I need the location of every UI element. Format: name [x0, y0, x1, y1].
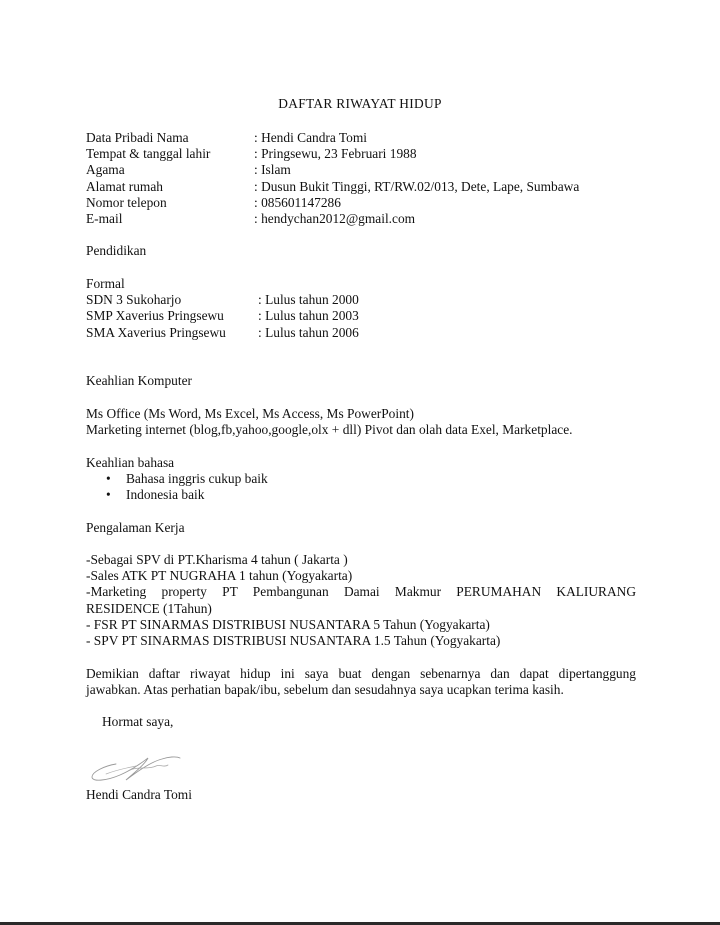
closing-line: jawabkan. Atas perhatian bapak/ibu, sebelum dan sesudahnya saya ucapkan terima kasih.: [86, 682, 564, 698]
signature-image: [86, 744, 186, 786]
education-row: [86, 292, 636, 308]
personal-label: Data Pribadi Nama: [86, 130, 189, 145]
personal-data-section: [86, 130, 636, 227]
school-name: SMA Xaverius Pringsewu: [86, 324, 226, 340]
personal-row: [86, 130, 636, 146]
experience-heading: Pengalaman Kerja: [86, 520, 185, 535]
education-section: [86, 243, 636, 259]
language-skills-heading: Keahlian bahasa: [86, 455, 175, 470]
experience-item: -Sales ATK PT NUGRAHA 1 tahun (Yogyakarta): [86, 568, 353, 584]
greeting: Hormat saya,: [102, 714, 174, 729]
experience-section: [86, 520, 636, 536]
personal-row: [86, 179, 636, 195]
personal-label: Nomor telepon: [86, 194, 167, 210]
computer-skills-section: [86, 373, 636, 389]
education-row: [86, 308, 636, 324]
closing-statement: [86, 666, 636, 698]
education-row: [86, 325, 636, 341]
personal-value: : Hendi Candra Tomi: [254, 130, 367, 145]
computer-skill-line: Ms Office (Ms Word, Ms Excel, Ms Access, Ms PowerPoint): [86, 406, 414, 421]
graduation-year: : Lulus tahun 2000: [258, 292, 359, 308]
personal-label: Agama: [86, 162, 125, 178]
computer-skills-list: [86, 406, 636, 438]
computer-skill-line: Marketing internet (blog,fb,yahoo,google,olx + dll) Pivot dan olah data Exel, Marketplace.: [86, 422, 573, 438]
personal-value: : Dusun Bukit Tinggi, RT/RW.02/013, Dete, Lape, Sumbawa: [254, 178, 580, 194]
personal-label: Alamat rumah: [86, 178, 163, 194]
personal-row: [86, 146, 636, 162]
personal-row: [86, 211, 636, 227]
document-title: DAFTAR RIWAYAT HIDUP: [278, 96, 442, 111]
graduation-year: : Lulus tahun 2003: [258, 308, 359, 324]
personal-row: [86, 195, 636, 211]
personal-value: : Pringsewu, 23 Februari 1988: [254, 146, 417, 162]
graduation-year: : Lulus tahun 2006: [258, 324, 359, 340]
language-skills-section: [86, 455, 636, 504]
experience-item: -Marketing property PT Pembangunan Damai Makmur PERUMAHAN KALIURANG: [86, 584, 636, 600]
school-name: SDN 3 Sukoharjo: [86, 292, 182, 308]
personal-value: : 085601147286: [254, 194, 341, 210]
education-list: [86, 276, 636, 341]
experience-item-continued: RESIDENCE (1Tahun): [86, 600, 212, 616]
computer-skills-heading: Keahlian Komputer: [86, 373, 192, 388]
experience-list: [86, 552, 636, 649]
experience-item: -Sebagai SPV di PT.Kharisma 4 tahun ( Jakarta ): [86, 552, 348, 567]
personal-value: : Islam: [254, 162, 291, 178]
personal-label: E-mail: [86, 210, 123, 226]
education-subheading: Formal: [86, 276, 125, 291]
language-item: • Indonesia baik: [86, 487, 636, 503]
closing-line: Demikian daftar riwayat hidup ini saya buat dengan sebenarnya dan dapat dipertanggung: [86, 666, 636, 681]
experience-item: - FSR PT SINARMAS DISTRIBUSI NUSANTARA 5 Tahun (Yogyakarta): [86, 616, 490, 632]
signatory-name: Hendi Candra Tomi: [86, 787, 192, 802]
language-item: • Bahasa inggris cukup baik: [86, 471, 636, 487]
education-heading: Pendidikan: [86, 243, 147, 258]
personal-row: [86, 162, 636, 178]
language-list: [86, 471, 636, 503]
personal-label: Tempat & tanggal lahir: [86, 146, 211, 162]
school-name: SMP Xaverius Pringsewu: [86, 308, 224, 324]
personal-value: : hendychan2012@gmail.com: [254, 210, 416, 226]
experience-item: - SPV PT SINARMAS DISTRIBUSI NUSANTARA 1.5 Tahun (Yogyakarta): [86, 632, 501, 648]
